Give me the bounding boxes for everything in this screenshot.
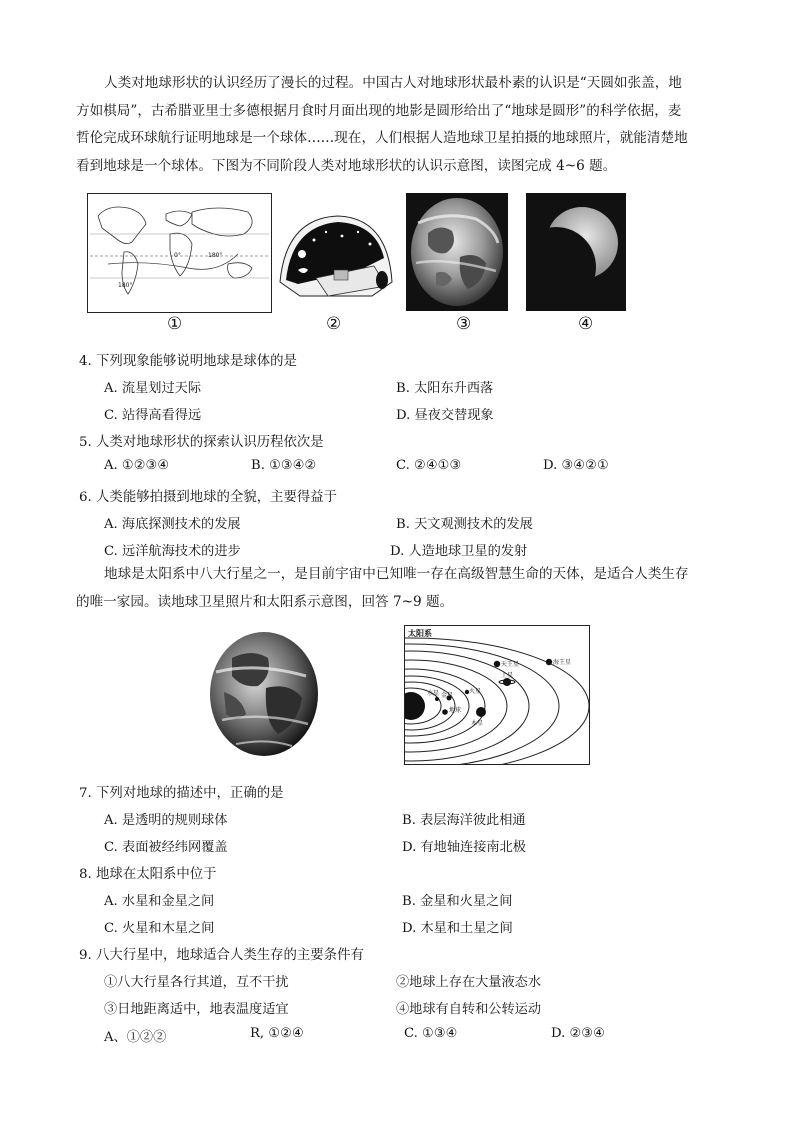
question-8-option-a: A. 水星和金星之间 xyxy=(104,894,215,909)
question-4-option-a: A. 流星划过天际 xyxy=(104,381,202,396)
question-4-option-d: D. 昼夜交替现象 xyxy=(396,408,494,423)
question-7-option-c: C. 表面被经纬网覆盖 xyxy=(104,840,228,855)
question-6-option-c: C. 远洋航海技术的进步 xyxy=(104,544,241,559)
question-4-stem: 4. 下列现象能够说明地球是球体的是 xyxy=(79,354,297,369)
question-5-stem: 5. 人类对地球形状的探索认识历程依次是 xyxy=(79,435,324,450)
sky-dome-drawing xyxy=(276,210,396,300)
question-7-stem: 7. 下列对地球的描述中，正确的是 xyxy=(79,786,284,801)
intro1-line: 哲伦完成环球航行证明地球是一个球体……现在，人们根据人造地球卫星拍摄的地球照片，就能清楚地 xyxy=(76,130,688,146)
intro1-line: 人类对地球形状的认识经历了漫长的过程。中国古人对地球形状最朴素的认识是“天圆如张盖，地 xyxy=(104,75,682,91)
question-6-option-b: B. 天文观测技术的发展 xyxy=(396,517,533,532)
earth-satellite-drawing xyxy=(206,628,322,760)
question-7-option-b: B. 表层海洋彼此相通 xyxy=(402,813,526,828)
question-8-option-b: B. 金星和火星之间 xyxy=(402,894,513,909)
intro-paragraph-2 xyxy=(76,561,724,616)
planet-label-jupiter: 木星 xyxy=(471,720,484,727)
map-longitude-label: 0° xyxy=(174,252,181,259)
question-8-option-d: D. 木星和土星之间 xyxy=(402,921,513,936)
planet-label-mars: 火星 xyxy=(469,688,482,695)
question-6-option-d: D. 人造地球卫星的发射 xyxy=(390,544,528,559)
question-5-option-d: D. ③④②① xyxy=(543,458,609,473)
question-4-option-c: C. 站得高看得远 xyxy=(104,408,202,423)
map-longitude-label: 180° xyxy=(208,252,223,259)
question-9-option-c: C. ①③④ xyxy=(404,1026,458,1041)
planet-label-earth: 地球 xyxy=(449,707,462,714)
question-9-option-d: D. ②③④ xyxy=(551,1026,605,1041)
figure-label-4: ④ xyxy=(578,314,594,334)
intro2-line: 的唯一家园。读地球卫星照片和太阳系示意图，回答 7~9 题。 xyxy=(76,593,454,610)
question-5-option-a: A. ①②③④ xyxy=(104,458,170,473)
question-6-option-a: A. 海底探测技术的发展 xyxy=(104,517,241,532)
planet-label-uranus: 天王星 xyxy=(501,661,520,668)
question-5-option-b: B. ①③④② xyxy=(251,458,317,473)
question-6-stem: 6. 人类能够拍摄到地球的全貌，主要得益于 xyxy=(79,490,338,505)
solar-system-diagram xyxy=(404,625,590,765)
intro1-line: 看到地球是一个球体。下图为不同阶段人类对地球形状的认识示意图，读图完成 4~6 题。 xyxy=(76,157,617,174)
intro1-line: 方如棋局”，古希腊亚里士多德根据月食时月面出现的地影是圆形给出了“地球是圆形”的科学依据，麦 xyxy=(76,102,682,119)
earth-photo-figure xyxy=(406,193,508,311)
lunar-eclipse-drawing xyxy=(526,193,626,311)
sky-dome-figure xyxy=(276,210,396,300)
question-9-option-a: A、①②② xyxy=(104,1030,167,1045)
question-9-statement-1: ①八大行星各行其道，互不干扰 xyxy=(104,975,289,990)
question-8-option-c: C. 火星和木星之间 xyxy=(104,921,215,936)
question-9-statement-4: ④地球有自转和公转运动 xyxy=(396,1002,542,1017)
planet-label-mercury: 水星 xyxy=(427,690,440,697)
question-8-stem: 8. 地球在太阳系中位于 xyxy=(79,867,217,882)
solar-title: 太阳系 xyxy=(408,629,432,638)
planet-label-neptune: 海王星 xyxy=(553,659,572,666)
figure-label-1: ① xyxy=(167,314,183,334)
question-9-stem: 9. 八大行星中，地球适合人类生存的主要条件有 xyxy=(79,948,364,963)
question-9-statement-3: ③日地距离适中，地表温度适宜 xyxy=(104,1002,289,1017)
lunar-eclipse-figure xyxy=(526,193,626,311)
question-9-statement-2: ②地球上存在大量液态水 xyxy=(396,975,542,990)
question-4-option-b: B. 太阳东升西落 xyxy=(396,381,494,396)
figure-label-2: ② xyxy=(326,314,342,334)
question-7-option-d: D. 有地轴连接南北极 xyxy=(402,840,526,855)
question-9-option-b: R, ①②④ xyxy=(250,1026,304,1041)
question-5-option-c: C. ②④①③ xyxy=(396,458,462,473)
map-longitude-label: 180° xyxy=(118,282,133,289)
figure-label-3: ③ xyxy=(456,314,472,334)
earth-photo-drawing xyxy=(406,193,508,311)
earth-satellite-photo xyxy=(206,628,322,760)
question-7-option-a: A. 是透明的规则球体 xyxy=(104,813,228,828)
planet-label-venus: 金星 xyxy=(441,692,454,699)
planet-label-saturn: 土星 xyxy=(501,672,514,679)
world-map-figure xyxy=(87,193,272,313)
intro-paragraph-1 xyxy=(76,70,724,180)
intro2-line: 地球是太阳系中八大行星之一，是目前宇宙中已知唯一存在高级智慧生命的天体，是适合人类生存 xyxy=(104,566,689,582)
